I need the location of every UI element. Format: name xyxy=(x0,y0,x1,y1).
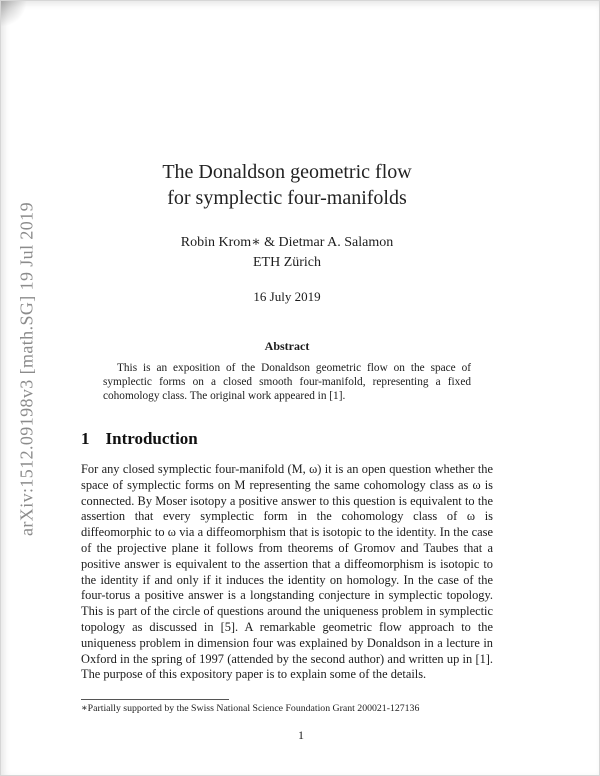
introduction-paragraph: For any closed symplectic four-manifold (M, ω) it is an open question whether the space of symplectic forms on M representing the same cohomology class as ω is connected. By Moser isotopy a positive answer to this question is equivalent to the assertion that every symplectic form in the cohomology class of ω is diffeomorphic to ω via a diffeomorphism that is isotopic to the identity. In the case of the projective plane it follows from theorems of Gromov and Taubes that a positive answer is equivalent to the assertion that a diffeomorphism is isotopic to the identity if and only if it induces the identity on homology. In the case of the four-torus a positive answer is a longstanding conjecture in symplectic topology. This is part of the circle of questions around the uniqueness problem in symplectic topology as discussed in [5]. A remarkable geometric flow approach to the uniqueness problem in dimension four was explained by Donaldson in a lecture in Oxford in the spring of 1997 (attended by the second author) and written up in [1]. The purpose of this expository paper is to explain some of the details. xyxy=(81,462,493,682)
arxiv-sidebar-watermark: arXiv:1512.09198v3 [math.SG] 19 Jul 2019 xyxy=(16,202,37,536)
footnote-text: ∗Partially supported by the Swiss National Science Foundation Grant 200021-127136 xyxy=(81,703,420,714)
footnote-area xyxy=(81,699,493,715)
abstract-section xyxy=(81,339,493,403)
abstract-heading: Abstract xyxy=(264,339,310,353)
paper-title-line2: for symplectic four-manifolds xyxy=(167,187,407,209)
scan-corner-shadow xyxy=(1,1,27,27)
paper-content-column xyxy=(81,1,493,683)
section-heading-introduction xyxy=(81,429,493,449)
section-title: Introduction xyxy=(105,429,198,448)
paper-title xyxy=(81,159,493,211)
affiliation-line: ETH Zürich xyxy=(252,255,322,270)
section-number: 1 xyxy=(81,429,90,448)
page-number: 1 xyxy=(298,728,304,742)
abstract-text: This is an exposition of the Donaldson geometric flow on the space of symplectic forms on a closed smooth four-manifold, representing a fixed cohomology class. The original work appeared in [1]. xyxy=(103,362,471,402)
paper-title-line1: The Donaldson geometric flow xyxy=(162,161,412,183)
authors-line: Robin Krom∗ & Dietmar A. Salamon xyxy=(180,235,394,250)
date-line: 16 July 2019 xyxy=(253,289,321,304)
footnote-rule xyxy=(81,699,229,700)
